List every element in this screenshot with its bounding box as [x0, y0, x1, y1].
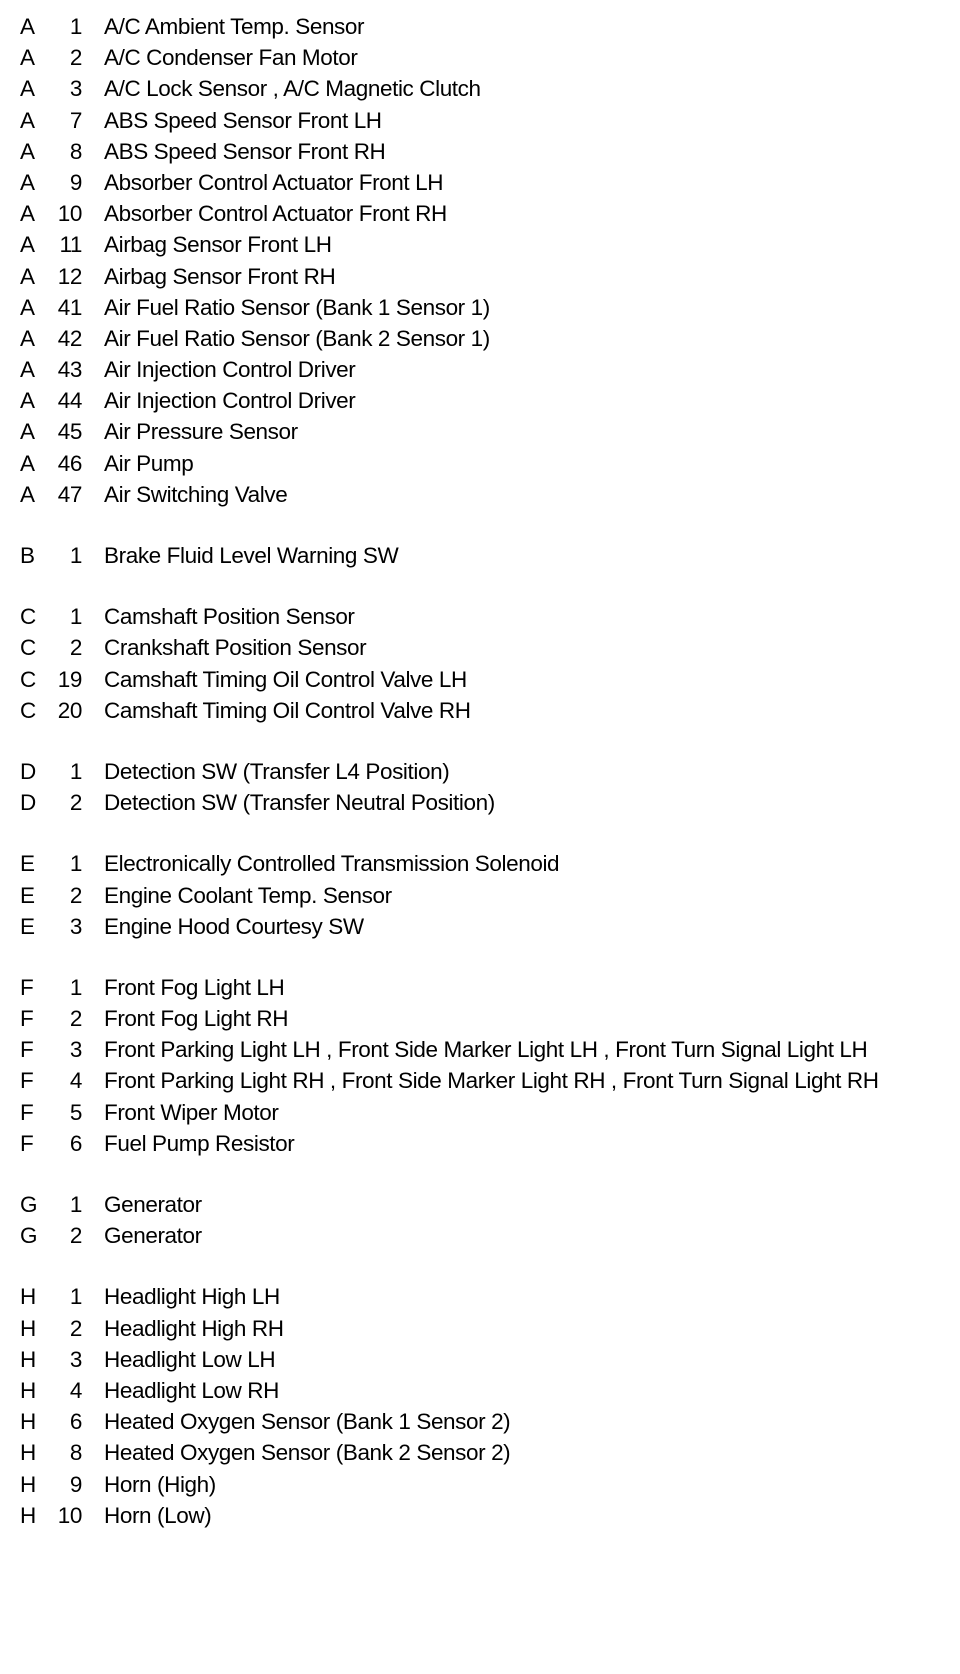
list-item — [0, 787, 960, 818]
connector-letter: A — [20, 450, 35, 476]
list-item — [0, 136, 960, 167]
list-item — [0, 73, 960, 104]
connector-number: 43 — [57, 357, 82, 383]
connector-number: 9 — [69, 169, 82, 195]
connector-description: Fuel Pump Resistor — [104, 1130, 295, 1156]
list-item — [0, 1189, 960, 1220]
connector-description: Air Injection Control Driver — [104, 357, 356, 383]
list-item — [0, 601, 960, 632]
connector-letter: A — [20, 481, 35, 507]
list-item — [0, 848, 960, 879]
connector-description: Air Injection Control Driver — [104, 388, 356, 414]
group-a — [0, 11, 960, 510]
list-item — [0, 1128, 960, 1159]
connector-description: Headlight High LH — [104, 1284, 280, 1310]
connector-description: ABS Speed Sensor Front LH — [104, 107, 382, 133]
list-item — [0, 1375, 960, 1406]
connector-description: Detection SW (Transfer L4 Position) — [104, 758, 450, 784]
connector-letter: A — [20, 169, 35, 195]
connector-number: 9 — [69, 1471, 82, 1497]
connector-description: ABS Speed Sensor Front RH — [104, 138, 386, 164]
connector-number: 2 — [69, 635, 82, 661]
connector-description: Crankshaft Position Sensor — [104, 635, 367, 661]
list-item — [0, 42, 960, 73]
list-item — [0, 1220, 960, 1251]
connector-letter: H — [20, 1502, 36, 1528]
connector-letter: C — [20, 666, 36, 692]
connector-description: Headlight Low LH — [104, 1346, 276, 1372]
connector-number: 44 — [57, 388, 82, 414]
list-item — [0, 540, 960, 571]
connector-letter: G — [20, 1223, 38, 1249]
connector-number: 7 — [69, 107, 82, 133]
list-item — [0, 1097, 960, 1128]
connector-letter: H — [20, 1471, 36, 1497]
connector-description: Front Fog Light RH — [104, 1006, 289, 1032]
connector-letter: A — [20, 138, 35, 164]
list-item — [0, 1065, 960, 1096]
connector-description: A/C Lock Sensor , A/C Magnetic Clutch — [104, 76, 481, 102]
connector-description: Engine Coolant Temp. Sensor — [104, 882, 392, 908]
connector-number: 46 — [57, 450, 82, 476]
connector-letter: F — [20, 1099, 34, 1125]
list-item — [0, 756, 960, 787]
connector-description: Front Parking Light LH , Front Side Marker Light LH , Front Turn Signal Light LH — [104, 1037, 868, 1063]
list-item — [0, 416, 960, 447]
list-item — [0, 448, 960, 479]
connector-number: 10 — [57, 201, 82, 227]
list-item — [0, 385, 960, 416]
list-item — [0, 229, 960, 260]
connector-number: 47 — [57, 481, 82, 507]
connector-letter: C — [20, 604, 36, 630]
connector-letter: H — [20, 1440, 36, 1466]
list-item — [0, 292, 960, 323]
list-item — [0, 11, 960, 42]
connector-description: Air Pump — [104, 450, 194, 476]
connector-number: 4 — [69, 1068, 82, 1094]
connector-letter: F — [20, 1037, 34, 1063]
list-item — [0, 695, 960, 726]
connector-description: Air Fuel Ratio Sensor (Bank 2 Sensor 1) — [104, 325, 490, 351]
connector-description: Horn (High) — [104, 1471, 216, 1497]
connector-letter: H — [20, 1409, 36, 1435]
connector-letter: H — [20, 1315, 36, 1341]
connector-letter: A — [20, 107, 35, 133]
list-item — [0, 323, 960, 354]
connector-letter: G — [20, 1192, 38, 1217]
connector-number: 2 — [69, 1315, 82, 1341]
connector-letter: F — [20, 1006, 34, 1032]
list-item — [0, 1437, 960, 1468]
list-item — [0, 105, 960, 136]
connector-description: Front Parking Light RH , Front Side Marker Light RH , Front Turn Signal Light RH — [104, 1068, 879, 1094]
connector-number: 6 — [69, 1409, 82, 1435]
list-item — [0, 1469, 960, 1500]
connector-letter: A — [20, 232, 35, 258]
connector-number: 2 — [69, 45, 82, 71]
connector-number: 12 — [57, 263, 82, 289]
connector-letter: C — [20, 635, 36, 661]
connector-description: A/C Ambient Temp. Sensor — [104, 14, 365, 39]
connector-number: 2 — [69, 882, 82, 908]
connector-number: 1 — [69, 1192, 82, 1217]
connector-letter: E — [20, 851, 35, 877]
group-e — [0, 848, 960, 942]
connector-number: 20 — [57, 697, 82, 723]
connector-description: Horn (Low) — [104, 1502, 212, 1528]
connector-description: Air Switching Valve — [104, 481, 288, 507]
connector-description: Generator — [104, 1192, 202, 1217]
group-g — [0, 1189, 960, 1251]
connector-number: 8 — [69, 138, 82, 164]
list-item — [0, 479, 960, 510]
connector-description: Headlight Low RH — [104, 1377, 279, 1403]
connector-description: Headlight High RH — [104, 1315, 284, 1341]
connector-letter: A — [20, 76, 35, 102]
group-c — [0, 601, 960, 726]
connector-description: Electronically Controlled Transmission Solenoid — [104, 851, 560, 877]
connector-description: Absorber Control Actuator Front LH — [104, 169, 444, 195]
connector-description: Brake Fluid Level Warning SW — [104, 543, 399, 568]
connector-letter: E — [20, 913, 35, 939]
connector-number: 1 — [69, 974, 82, 1000]
connector-description: Camshaft Position Sensor — [104, 604, 355, 630]
group-h — [0, 1281, 960, 1531]
connector-description: Absorber Control Actuator Front RH — [104, 201, 447, 227]
connector-number: 1 — [69, 758, 82, 784]
connector-letter: C — [20, 697, 36, 723]
connector-description: Camshaft Timing Oil Control Valve RH — [104, 697, 471, 723]
connector-description: Air Pressure Sensor — [104, 419, 298, 445]
connector-description: Airbag Sensor Front LH — [104, 232, 332, 258]
list-item — [0, 198, 960, 229]
list-item — [0, 1344, 960, 1375]
connector-number: 4 — [69, 1377, 82, 1403]
list-item — [0, 880, 960, 911]
connector-number: 2 — [69, 1223, 82, 1249]
connector-number: 45 — [57, 419, 82, 445]
connector-number: 1 — [69, 851, 82, 877]
connector-number: 5 — [69, 1099, 82, 1125]
connector-letter: F — [20, 1068, 34, 1094]
connector-number: 3 — [69, 76, 82, 102]
connector-number: 10 — [57, 1502, 82, 1528]
connector-number: 1 — [69, 604, 82, 630]
connector-letter: A — [20, 325, 35, 351]
connector-letter: D — [20, 758, 36, 784]
connector-letter: A — [20, 388, 35, 414]
connector-letter: A — [20, 357, 35, 383]
connector-description: Heated Oxygen Sensor (Bank 2 Sensor 2) — [104, 1440, 511, 1466]
connector-description: Front Wiper Motor — [104, 1099, 279, 1125]
connector-number: 3 — [69, 1037, 82, 1063]
connector-number: 2 — [69, 1006, 82, 1032]
connector-number: 41 — [57, 294, 82, 320]
connector-description: A/C Condenser Fan Motor — [104, 45, 358, 71]
connector-letter: F — [20, 1130, 34, 1156]
list-item — [0, 1313, 960, 1344]
connector-letter: D — [20, 790, 36, 816]
connector-number: 8 — [69, 1440, 82, 1466]
connector-number: 3 — [69, 913, 82, 939]
list-item — [0, 1003, 960, 1034]
connector-description: Heated Oxygen Sensor (Bank 1 Sensor 2) — [104, 1409, 511, 1435]
connector-letter: A — [20, 45, 35, 71]
connector-letter: H — [20, 1346, 36, 1372]
connector-letter: A — [20, 294, 35, 320]
connector-description: Engine Hood Courtesy SW — [104, 913, 364, 939]
connector-description: Detection SW (Transfer Neutral Position) — [104, 790, 495, 816]
connector-description: Airbag Sensor Front RH — [104, 263, 336, 289]
connector-letter: H — [20, 1284, 36, 1310]
group-f — [0, 972, 960, 1159]
connector-letter: B — [20, 543, 35, 568]
connector-letter: E — [20, 882, 35, 908]
connector-number: 1 — [69, 543, 82, 568]
connector-description: Camshaft Timing Oil Control Valve LH — [104, 666, 467, 692]
list-item — [0, 972, 960, 1003]
list-item — [0, 167, 960, 198]
list-item — [0, 1034, 960, 1065]
list-item — [0, 1406, 960, 1437]
connector-number: 42 — [57, 325, 82, 351]
connector-description: Front Fog Light LH — [104, 974, 285, 1000]
connector-number: 3 — [69, 1346, 82, 1372]
connector-number: 11 — [59, 232, 82, 258]
list-item — [0, 261, 960, 292]
group-d — [0, 756, 960, 818]
list-item — [0, 1281, 960, 1312]
list-item — [0, 1500, 960, 1531]
connector-number: 1 — [69, 1284, 82, 1310]
connector-letter: A — [20, 14, 35, 39]
list-item — [0, 911, 960, 942]
list-item — [0, 354, 960, 385]
connector-number: 1 — [69, 14, 82, 39]
list-item — [0, 664, 960, 695]
connector-number: 6 — [69, 1130, 82, 1156]
list-item — [0, 632, 960, 663]
connector-letter: A — [20, 419, 35, 445]
connector-letter: A — [20, 201, 35, 227]
connector-letter: A — [20, 263, 35, 289]
connector-number: 2 — [69, 790, 82, 816]
group-b — [0, 540, 960, 571]
connector-letter: F — [20, 974, 34, 1000]
connector-number: 19 — [57, 666, 82, 692]
connector-description: Generator — [104, 1223, 202, 1249]
connector-description: Air Fuel Ratio Sensor (Bank 1 Sensor 1) — [104, 294, 490, 320]
connector-letter: H — [20, 1377, 36, 1403]
